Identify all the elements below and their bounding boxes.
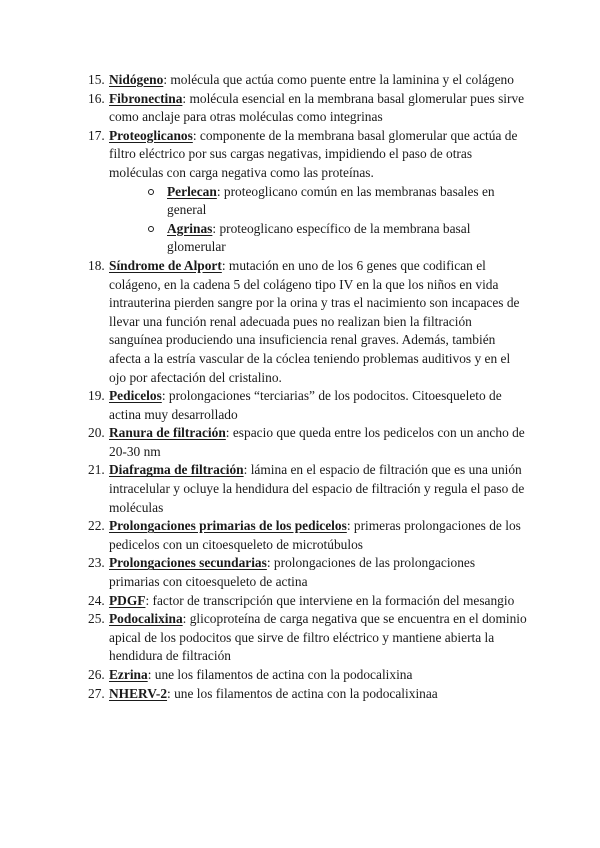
list-item [88, 592, 528, 611]
item-number: 26. [88, 667, 105, 682]
list-item [88, 71, 528, 90]
list-item [88, 610, 528, 666]
item-term: Fibronectina [109, 90, 183, 106]
item-term: Prolongaciones primarias de los pedicelos [109, 518, 347, 534]
hollow-bullet-icon [148, 189, 154, 195]
item-description: : componente de la membrana basal glomerular que actúa de filtro eléctrico por sus cargas negativas, impidiendo el paso de otras moléculas con carga negativa como las proteínas. [109, 127, 518, 180]
item-description: : espacio que queda entre los pedicelos con un ancho de 20-30 nm [109, 425, 525, 459]
list-item [88, 517, 528, 554]
sub-list-item [109, 183, 528, 220]
item-term: Síndrome de Alport [109, 257, 222, 273]
item-term: NHERV-2 [109, 685, 168, 701]
item-term: Ezrina [109, 667, 148, 682]
list-item [88, 424, 528, 461]
item-term: Diafragma de filtración [109, 462, 244, 478]
item-description: : primeras prolongaciones de los pedicelos con un citoesqueleto de microtúbulos [109, 518, 521, 552]
item-description: : molécula que actúa como puente entre la laminina y el colágeno [163, 72, 514, 87]
item-number: 19. [88, 388, 105, 404]
item-number: 23. [88, 555, 105, 571]
item-number: 25. [88, 611, 105, 627]
item-term: PDGF [109, 592, 146, 608]
list-item [88, 685, 528, 704]
list-item [88, 554, 528, 591]
item-description: : prolongaciones “terciarias” de los podocitos. Citoesqueleto de actina muy desarrollado [109, 388, 502, 422]
sub-list [109, 183, 528, 257]
item-term: Ranura de filtración [109, 425, 226, 441]
item-description: : prolongaciones de las prolongaciones primarias con citoesqueleto de actina [109, 555, 476, 590]
item-description: : molécula esencial en la membrana basal glomerular pues sirve como anclaje para otras moléculas como integrinas [109, 90, 525, 125]
list-item [88, 127, 528, 257]
sub-item-description: : proteoglicano común en las membranas basales en general [167, 183, 495, 218]
item-number: 15. [88, 72, 105, 87]
item-number: 16. [88, 90, 105, 106]
item-term: Pedicelos [109, 388, 162, 404]
item-term: Podocalixina [109, 611, 183, 627]
item-number: 24. [88, 592, 105, 608]
item-description: : une los filamentos de actina con la podocalixina [147, 667, 413, 682]
item-number: 22. [88, 518, 105, 534]
sub-item-description: : proteoglicano específico de la membrana basal glomerular [167, 220, 471, 255]
list-item [88, 461, 528, 517]
item-term: Prolongaciones secundarias [109, 555, 267, 571]
sub-list-item [109, 220, 528, 257]
item-number: 21. [88, 462, 105, 478]
item-number: 17. [88, 127, 105, 143]
sub-item-term: Perlecan [167, 183, 217, 199]
item-term: Nidógeno [109, 72, 164, 87]
list-item [88, 90, 528, 127]
item-number: 27. [88, 685, 105, 701]
glossary-list [88, 71, 528, 703]
list-item [88, 666, 528, 685]
list-item [88, 387, 528, 424]
item-number: 20. [88, 425, 105, 441]
hollow-bullet-icon [148, 226, 154, 232]
item-description: : glicoproteína de carga negativa que se encuentra en el dominio apical de los podocitos que sirve de filtro eléctrico y mantiene abierta la hendidura de filtración [109, 611, 527, 664]
item-description: : mutación en uno de los 6 genes que codifican el colágeno, en la cadena 5 del colágeno tipo IV en la que los niños en vida intrauterina pierden sangre por la orina y tras el nacimiento son incapaces de llevar una función renal adecuada pues no realizan bien la filtración sanguínea produciendo una insuficiencia renal graves. Además, también afecta a la estría vascular de la cóclea teniendo problemas auditivos y en el ojo por afectación del cristalino. [109, 257, 520, 385]
list-item [88, 257, 528, 387]
sub-item-term: Agrinas [167, 220, 213, 236]
item-description: : lámina en el espacio de filtración que es una unión intracelular y ocluye la hendidura del espacio de filtración y regula el paso de moléculas [109, 462, 525, 515]
item-term: Proteoglicanos [109, 127, 193, 143]
item-description: : factor de transcripción que interviene en la formación del mesangio [145, 592, 515, 608]
item-description: : une los filamentos de actina con la podocalixinaa [167, 685, 438, 701]
item-number: 18. [88, 257, 105, 273]
